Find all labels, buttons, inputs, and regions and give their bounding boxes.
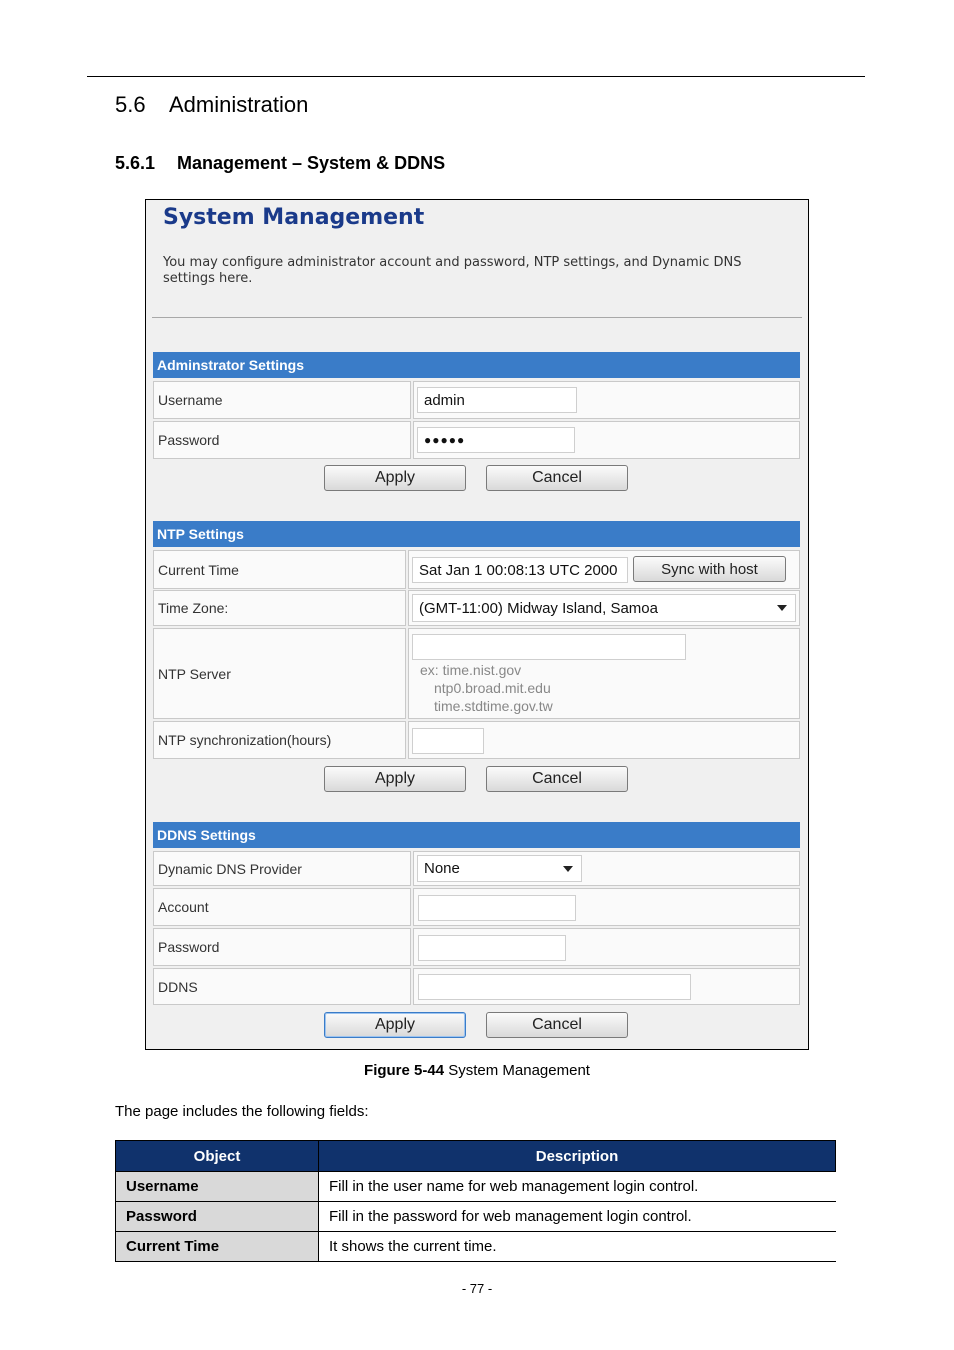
ddns-apply-button[interactable]: Apply [324,1012,466,1038]
table-cell-object: Current Time [116,1232,319,1262]
password-label: Password [153,421,411,459]
table-header-description: Description [319,1141,836,1172]
ddns-password-cell [413,928,800,966]
subsection-number: 5.6.1 [115,153,156,173]
section-title: Administration [169,92,309,117]
table-header-object: Object [116,1141,319,1172]
password-input[interactable]: ●●●●● [417,427,575,453]
timezone-cell [408,590,800,626]
ntp-cancel-button[interactable]: Cancel [486,766,628,792]
ddns-input[interactable] [418,974,691,1000]
timezone-label: Time Zone: [153,590,406,626]
subsection-title: Management – System & DDNS [177,153,446,173]
admin-cancel-button[interactable]: Cancel [486,465,628,491]
table-row [116,1202,836,1232]
ddns-provider-label: Dynamic DNS Provider [153,851,411,886]
admin-settings-header: Adminstrator Settings [153,352,800,378]
system-management-screenshot [145,199,809,1050]
table-cell-description: It shows the current time. [319,1232,836,1262]
table-cell-description: Fill in the password for web management login control. [319,1202,836,1232]
current-time-cell [408,550,800,589]
page-number: - 77 - [461,1281,493,1296]
ntp-server-input[interactable] [412,634,686,660]
username-input[interactable]: admin [417,387,577,413]
ddns-settings-header: DDNS Settings [153,822,800,848]
screenshot-description: You may configure administrator account and password, NTP settings, and Dynamic DNS settings here. [163,255,742,286]
ddns-cell [413,968,800,1005]
figure-number: Figure 5-44 [364,1062,445,1079]
ntp-sync-hours-input[interactable] [412,728,484,754]
ddns-provider-select[interactable] [417,855,582,882]
current-time-value: Sat Jan 1 00:08:13 UTC 2000 [412,557,628,583]
table-row [116,1172,836,1202]
ntp-server-hint-3: time.stdtime.gov.tw [434,698,553,714]
ddns-cancel-button[interactable]: Cancel [486,1012,628,1038]
admin-apply-button[interactable]: Apply [324,465,466,491]
ddns-account-cell [413,888,800,926]
ntp-settings-header: NTP Settings [153,521,800,547]
figure-caption [0,1062,954,1079]
ntp-apply-button[interactable]: Apply [324,766,466,792]
chevron-down-icon [777,605,787,611]
ntp-server-hint-2: ntp0.broad.mit.edu [434,680,551,696]
sync-with-host-button[interactable]: Sync with host [633,556,786,582]
ddns-account-label: Account [153,888,411,926]
ntp-server-cell [408,628,800,719]
figure-text: System Management [444,1062,590,1079]
subsection-heading [115,153,445,174]
section-number: 5.6 [115,92,146,117]
top-rule [87,76,865,77]
divider [152,317,802,318]
ntp-server-label: NTP Server [153,628,406,719]
ddns-password-input[interactable] [418,935,566,961]
table-cell-object: Username [116,1172,319,1202]
intro-text: The page includes the following fields: [115,1103,369,1120]
timezone-selected-value: (GMT-11:00) Midway Island, Samoa [419,599,658,617]
chevron-down-icon [563,866,573,872]
ddns-account-input[interactable] [418,895,576,921]
username-label: Username [153,381,411,419]
ntp-sync-hours-label: NTP synchronization(hours) [153,721,406,759]
ntp-server-hint-1: ex: time.nist.gov [420,662,522,678]
ddns-password-label: Password [153,928,411,966]
table-cell-object: Password [116,1202,319,1232]
screenshot-title: System Management [163,205,425,230]
ntp-sync-hours-cell [408,721,800,759]
section-heading [115,92,308,118]
timezone-select[interactable] [412,594,796,622]
ddns-provider-selected-value: None [424,860,460,877]
table-cell-description: Fill in the user name for web management login control. [319,1172,836,1202]
ddns-provider-cell [413,851,800,886]
fields-table [115,1140,836,1262]
current-time-label: Current Time [153,550,406,589]
password-cell [413,421,800,459]
ddns-label: DDNS [153,968,411,1005]
username-cell [413,381,800,419]
table-row [116,1232,836,1262]
